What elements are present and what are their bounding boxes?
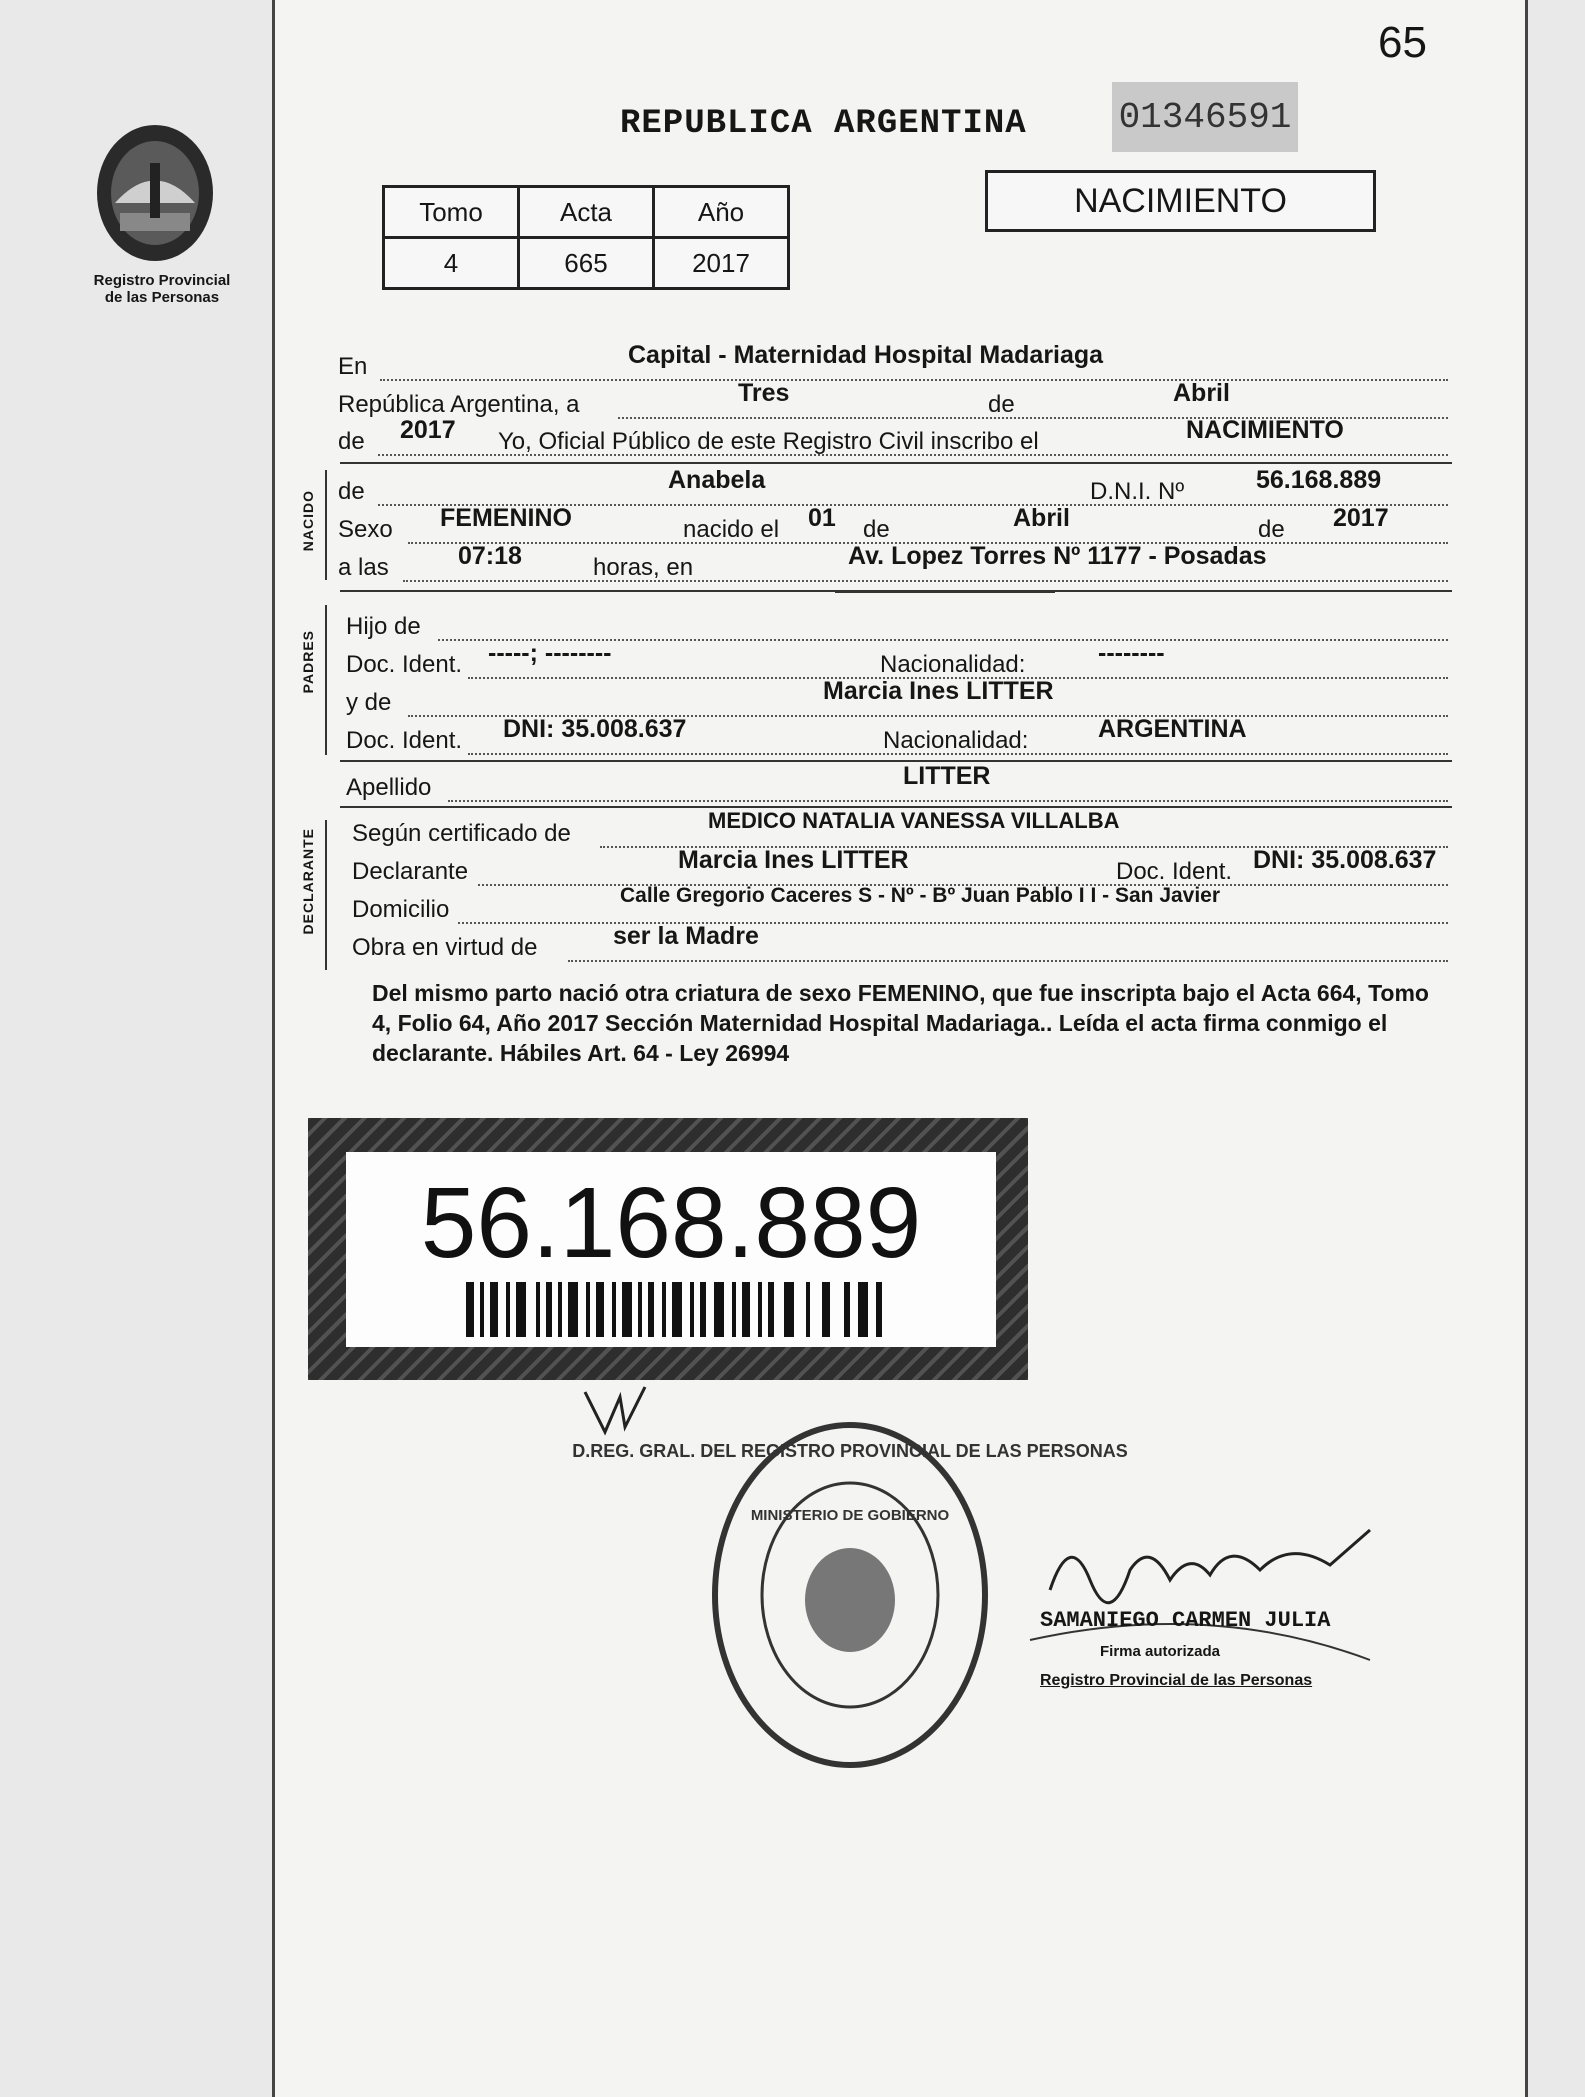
document-title: REPUBLICA ARGENTINA (620, 105, 1027, 143)
side-label-nacido: NACIDO (300, 490, 316, 552)
value-sexo: FEMENINO (440, 504, 572, 532)
label-a-las: a las (338, 554, 389, 581)
logo-caption-line1: Registro Provincial (93, 272, 231, 289)
label-declarante: Declarante (352, 858, 469, 885)
intro-row-year (338, 416, 1448, 458)
padres-row-yde (338, 677, 1448, 719)
value-nac2: ARGENTINA (1098, 715, 1247, 743)
dni-barcode-label (308, 1118, 1028, 1380)
label-nac2: Nacionalidad: (883, 727, 1029, 754)
volume-header-anio: Año (654, 187, 789, 238)
volume-value-anio: 2017 (654, 238, 789, 289)
label-doc2: Doc. Ident. (346, 727, 463, 754)
label-doc-decl: Doc. Ident. (1116, 858, 1233, 885)
label-de-month: de (863, 516, 890, 543)
nacido-row-sex (338, 504, 1448, 546)
barcode-number: 56.168.889 (420, 1167, 922, 1279)
value-inscribe: NACIMIENTO (1186, 416, 1344, 444)
value-time: 07:18 (458, 542, 522, 570)
official-seal-stamp (572, 1415, 1128, 1775)
barcode-bars (466, 1282, 886, 1337)
label-de2: de (338, 428, 365, 455)
side-label-padres: PADRES (300, 630, 316, 694)
value-doc2: DNI: 35.008.637 (503, 715, 687, 743)
volume-value-tomo: 4 (384, 238, 519, 289)
decl-row-obra (338, 922, 1448, 964)
value-cert: MEDICO NATALIA VANESSA VILLALBA (708, 808, 1120, 833)
label-obra: Obra en virtud de (352, 934, 538, 961)
value-domicilio: Calle Gregorio Caceres S - Nº - Bº Juan Pablo I I - San Javier (620, 884, 1221, 907)
label-horas: horas, en (593, 554, 694, 581)
label-de: de (988, 391, 1015, 418)
initials-mark-icon (580, 1382, 650, 1442)
value-nac1: -------- (1098, 639, 1165, 667)
value-birth-month: Abril (1013, 504, 1070, 532)
logo-caption-line2: de las Personas (104, 289, 220, 306)
label-y-de: y de (346, 689, 392, 716)
label-domicilio: Domicilio (352, 896, 450, 923)
signatory-organization: Registro Provincial de las Personas (1040, 1672, 1313, 1689)
logo-caption (72, 272, 252, 306)
volume-header-acta: Acta (519, 187, 654, 238)
padres-row-doc2 (338, 715, 1448, 757)
volume-header-tomo: Tomo (384, 187, 519, 238)
value-name: Anabela (668, 466, 766, 494)
padres-row-hijo (338, 605, 1448, 643)
nacido-row-name (338, 466, 1448, 508)
label-de-year: de (1258, 516, 1285, 543)
padres-row-doc1 (338, 639, 1448, 681)
padres-row-apellido (338, 762, 1448, 804)
value-place: Av. Lopez Torres Nº 1177 - Posadas (848, 542, 1267, 570)
volume-value-acta: 665 (519, 238, 654, 289)
value-apellido: LITTER (903, 762, 991, 790)
value-month: Abril (1173, 379, 1230, 407)
value-dni: 56.168.889 (1256, 466, 1382, 494)
value-obra: ser la Madre (613, 922, 759, 950)
page-number: 65 (1378, 18, 1427, 67)
value-doc-decl: DNI: 35.008.637 (1253, 846, 1437, 874)
observation-note: Del mismo parto nació otra criatura de sexo FEMENINO, que fue inscripta bajo el Acta 664, Tomo 4, Folio 64, Año 2017 Sección Maternidad Hospital Madariaga.. Leída el acta firma conmigo el declarante. Hábiles Art. 64 - Ley 26994 (372, 980, 1429, 1066)
value-en: Capital - Maternidad Hospital Madariaga (628, 341, 1104, 369)
signatory-name: SAMANIEGO CARMEN JULIA (1040, 1608, 1331, 1633)
misiones-coat-of-arms-logo (90, 118, 220, 268)
label-sexo: Sexo (338, 516, 393, 543)
label-nac1: Nacionalidad: (880, 651, 1026, 678)
label-cert: Según certificado de (352, 820, 571, 847)
intro-row-en (338, 341, 1448, 383)
value-declarante: Marcia Ines LITTER (678, 846, 909, 874)
nacido-row-time (338, 542, 1448, 584)
value-y-de: Marcia Ines LITTER (823, 677, 1054, 705)
decl-row-domicilio (338, 884, 1448, 926)
value-birth-day: 01 (808, 504, 836, 532)
label-apellido: Apellido (346, 774, 432, 801)
value-year: 2017 (400, 416, 456, 444)
label-dni: D.N.I. Nº (1090, 478, 1185, 505)
label-republica: República Argentina, a (338, 391, 580, 418)
serial-number: 01346591 (1112, 82, 1298, 152)
label-statement: Yo, Oficial Público de este Registro Civil inscribo el (498, 428, 1039, 455)
document-type-box: NACIMIENTO (985, 170, 1376, 232)
label-en: En (338, 353, 368, 380)
label-hijo-de: Hijo de (346, 613, 421, 640)
label-de-name: de (338, 478, 365, 505)
value-doc1: -----; -------- (488, 639, 612, 667)
decl-row-cert (338, 808, 1448, 850)
value-birth-year: 2017 (1333, 504, 1389, 532)
label-doc1: Doc. Ident. (346, 651, 463, 678)
label-nacido-el: nacido el (683, 516, 780, 543)
volume-table (382, 185, 790, 290)
seal-inner-text: MINISTERIO DE GOBIERNO (750, 1507, 950, 1524)
seal-outer-text: D.REG. GRAL. DEL REGISTRO PROVINCIAL DE LAS PERSONAS (572, 1441, 1128, 1461)
side-label-declarante: DECLARANTE (300, 828, 316, 935)
signatory-role: Firma autorizada (1100, 1643, 1221, 1660)
value-day: Tres (738, 379, 790, 407)
decl-row-declarante (338, 846, 1448, 888)
